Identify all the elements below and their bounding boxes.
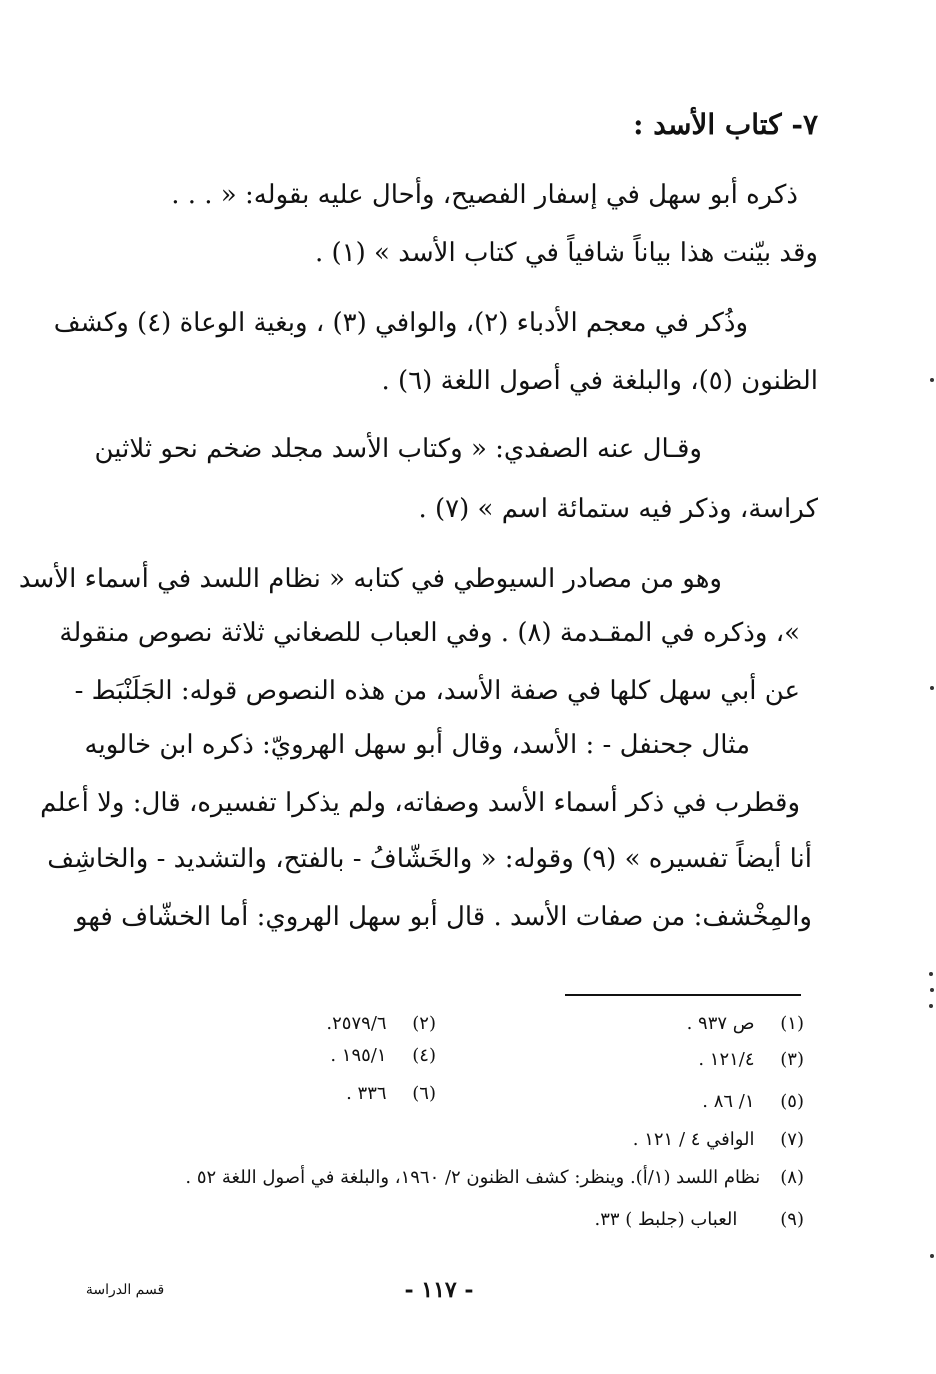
paragraph-2-line-2: الظنون (٥)، والبلغة في أصول اللغة (٦) .	[381, 366, 818, 396]
paragraph-4-line-4: مثال جحنفل - : الأسد، وقال أبو سهل الهرويّ: ذكره ابن خالويه	[84, 730, 750, 760]
paragraph-4-line-7: والمِخْشف: من صفات الأسد . قال أبو سهل الهروي: أما الخشّاف فهو	[74, 902, 812, 932]
paragraph-3-line-1: وقـال عنه الصفدي: « وكتاب الأسد مجلد ضخم نحو ثلاثين	[94, 434, 702, 464]
section-heading: ٧- كتاب الأسد :	[633, 108, 818, 141]
footnote-1: (١) ص ٩٣٧ .	[686, 1013, 804, 1034]
footnote-8: (٨) نظام اللسد (١/أ). وينظر: كشف الظنون ٢/ ١٩٦٠، والبلغة في أصول اللغة ٥٢ .	[185, 1167, 804, 1188]
scan-speck	[929, 1004, 933, 1008]
paragraph-1-line-2: وقد بيّنت هذا بياناً شافياً في كتاب الأسد » (١) .	[314, 238, 818, 268]
paragraph-2-line-1: وذُكر في معجم الأدباء (٢)، والوافي (٣) ، وبغية الوعاة (٤) وكشف	[53, 308, 748, 338]
page-number: - ١١٧ -	[404, 1277, 474, 1303]
footnote-divider	[565, 994, 801, 996]
footnote-7: (٧) الوافي ٤ / ١٢١ .	[632, 1129, 804, 1150]
footnote-6: (٦) ٣٣٦ .	[346, 1083, 436, 1104]
scan-speck	[930, 1254, 934, 1258]
scan-speck	[930, 686, 934, 690]
paragraph-4-line-1: وهو من مصادر السيوطي في كتابه « نظام اللسد في أسماء الأسد	[18, 564, 722, 594]
paragraph-4-line-3: عن أبي سهل كلها في صفة الأسد، من هذه النصوص قوله: الجَلَنْبَط -	[74, 676, 800, 706]
footnote-2: (٢) ٢٥٧٩/٦.	[326, 1013, 436, 1034]
footnote-3: (٣) ١٢١/٤ .	[698, 1049, 804, 1070]
paragraph-4-line-6: أنا أيضاً تفسيره » (٩) وقوله: « والخَشّافُ - بالفتح، والتشديد - والخاشِف	[47, 844, 812, 874]
footnote-4: (٤) ١٩٥/١ .	[330, 1045, 436, 1066]
scan-speck	[930, 378, 934, 382]
footnote-9: (٩) العباب (جلبط ) ٣٣.	[594, 1209, 804, 1230]
paragraph-3-line-2: كراسة، وذكر فيه ستمائة اسم » (٧) .	[418, 494, 818, 524]
footnote-5: (٥) ١/ ٨٦ .	[702, 1091, 804, 1112]
running-head: قسم الدراسة	[85, 1282, 165, 1298]
paragraph-4-line-5: وقطرب في ذكر أسماء الأسد وصفاته، ولم يذكرا تفسيره، قال: ولا أعلم	[40, 788, 800, 818]
paragraph-4-line-2: »، وذكره في المقـدمة (٨) . وفي العباب للصغاني ثلاثة نصوص منقولة	[59, 618, 800, 648]
paragraph-1-line-1: ذكره أبو سهل في إسفار الفصيح، وأحال عليه بقوله: « . . .	[171, 180, 798, 210]
scan-speck	[929, 972, 933, 976]
scan-speck	[930, 988, 934, 992]
